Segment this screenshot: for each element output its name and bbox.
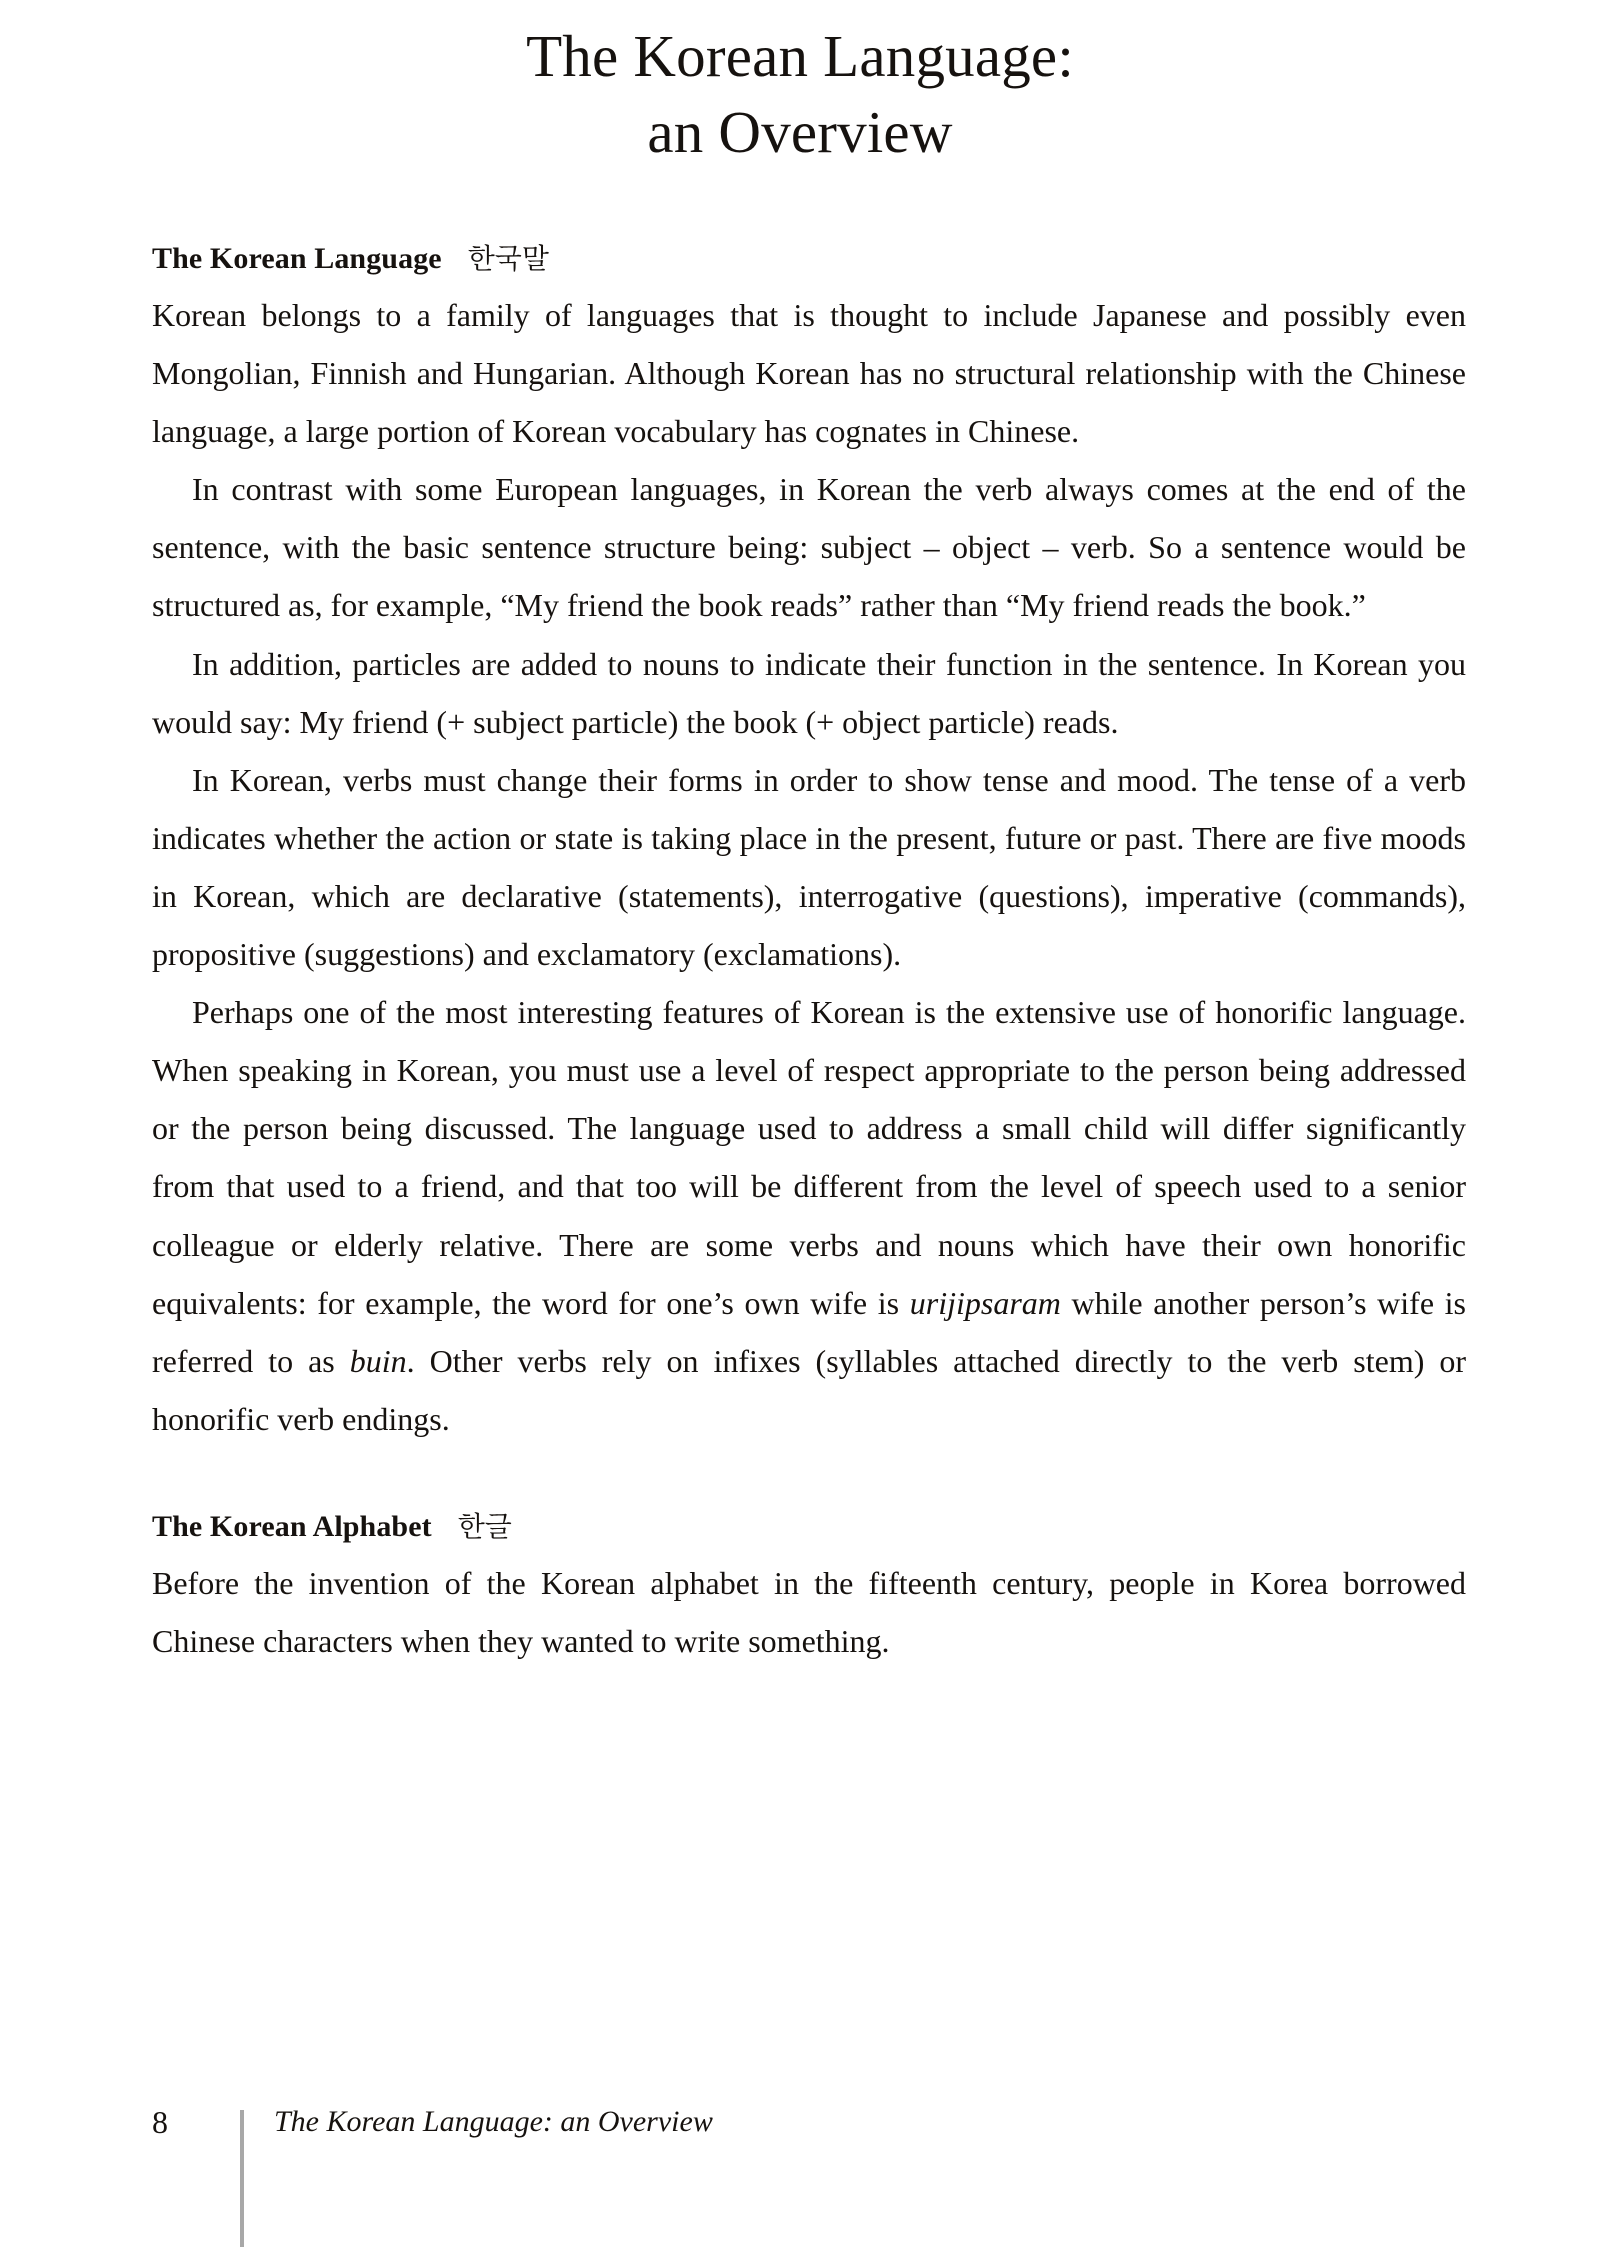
- honorific-text-part-3: . Other verbs rely on infixes (syllables attached directly to the verb stem) or honorific verb endings.: [152, 1342, 1466, 1437]
- paragraph: Korean belongs to a family of languages that is thought to include Japanese and possibly even Mongolian, Finnish and Hungarian. Although Korean has no structural relationship with the Chinese language, a large portion of Korean vocabulary has cognates in Chinese.: [152, 297, 1466, 450]
- footer-page-number: 8: [152, 2104, 168, 2140]
- footer-divider-rule: [240, 2110, 244, 2247]
- footer-running-title: The Korean Language: an Overview: [274, 2105, 713, 2138]
- page-footer: [152, 2090, 1466, 2247]
- page-title: [0, 18, 1600, 170]
- paragraph: In contrast with some European languages, in Korean the verb always comes at the end of the sentence, with the basic sentence structure being: subject – object – verb. So a sentence would be structured as, for example, “My friend the book reads” rather than “My friend reads the book.”: [152, 471, 1466, 624]
- section-heading-hangul-label: 한국말: [467, 242, 549, 275]
- section-heading-korean-language: [152, 236, 1466, 282]
- page-title-line-2: an Overview: [647, 99, 953, 165]
- section-heading-english-label: The Korean Language: [152, 242, 442, 275]
- section-heading-korean-alphabet: [152, 1504, 1466, 1550]
- paragraph: In Korean, verbs must change their forms in order to show tense and mood. The tense of a verb indicates whether the action or state is taking place in the present, future or past. There are five moods in Korean, which are declarative (statements), interrogative (questions), imperative (commands), propositive (suggestions) and exclamatory (exclamations).: [152, 761, 1466, 973]
- honorific-term-buin: buin: [349, 1342, 407, 1379]
- body-text-column: [152, 236, 1466, 1670]
- page-title-line-1: The Korean Language:: [526, 23, 1074, 89]
- paragraph: Before the invention of the Korean alphabet in the fifteenth century, people in Korea borrowed Chinese characters when they wanted to write something.: [152, 1564, 1466, 1659]
- section-heading-english-label: The Korean Alphabet: [152, 1509, 432, 1543]
- section-spacer: [152, 1448, 1466, 1504]
- section-heading-hangul-label: 한글: [457, 1509, 512, 1543]
- honorific-text-part-1: Perhaps one of the most interesting features of Korean is the extensive use of honorific language. When speaking in Korean, you must use a level of respect appropriate to the person being addressed or the person being discussed. The language used to address a small child will differ significantly from that used to a friend, and that too will be different from the level of speech used to a senior colleague or elderly relative. There are some verbs and nouns which have their own honorific equivalents: for example, the word for one’s own wife is: [152, 994, 1466, 1321]
- honorific-text-part-2: while another person’s wife is referred to as: [152, 1284, 1467, 1379]
- honorific-term-urijipsaram: urijipsaram: [909, 1284, 1061, 1321]
- paragraph-honorifics: [152, 983, 1466, 1448]
- paragraph: In addition, particles are added to nouns to indicate their function in the sentence. In Korean you would say: My friend (+ subject particle) the book (+ object particle) reads.: [152, 645, 1466, 740]
